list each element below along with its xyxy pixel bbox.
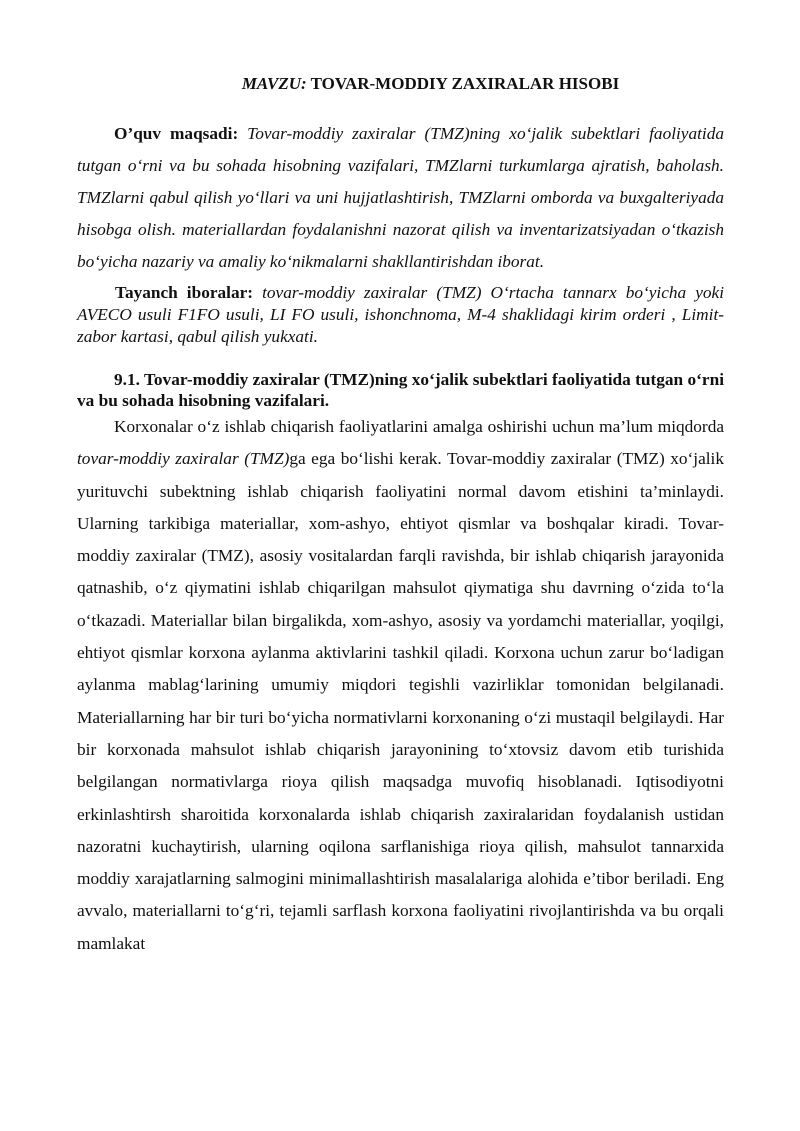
objective-label: O’quv maqsadi: (114, 124, 239, 143)
keywords-paragraph (77, 282, 724, 348)
objective-paragraph (77, 118, 724, 278)
objective-text: Tovar-moddiy zaxiralar (TMZ)ning xo‘jalik subektlari faoliyatida tutgan o‘rni va bu sohada hisobning vazifalari, TMZlarni turkumlarga ajratish, baholash. TMZlarni qabul qilish yo‘llari va uni hujjatlashtirish, TMZlarni omborda va buxgalteriyada hisobga olish. materiallardan foydalanishni nazorat qilish va inventarizatsiyadan o‘tkazish bo‘yicha nazariy va amaliy ko‘nikmalarni shakllantirishdan iborat. (77, 124, 725, 271)
body-text-emphasis: tovar-moddiy zaxiralar (TMZ) (77, 449, 290, 469)
document-page (77, 72, 724, 960)
body-paragraph (77, 411, 724, 960)
document-title (137, 72, 724, 96)
body-text-start: Korxonalar o‘z ishlab chiqarish faoliyatlarini amalga oshirishi uchun ma’lum miqdorda (114, 417, 724, 436)
keywords-label: Tayanch iboralar: (115, 283, 254, 302)
title-text: TOVAR-MODDIY ZAXIRALAR HISOBI (306, 74, 620, 93)
keywords-text: tovar-moddiy zaxiralar (TMZ) O‘rtacha tannarx bo‘yicha yoki AVECO usuli F1FO usuli, LI FO usuli, ishonchnoma, M-4 shaklidagi kirim orderi , Limit-zabor kartasi, qabul qilish yukxati. (77, 283, 724, 346)
section-heading: 9.1. Tovar-moddiy zaxiralar (TMZ)ning xo‘jalik subektlari faoliyatida tutgan o‘rni va bu sohada hisobning vazifalari. (77, 370, 724, 410)
title-prefix: MAVZU: (241, 74, 307, 93)
body-text-rest: ga ega bo‘lishi kerak. Tovar-moddiy zaxiralar (TMZ) xo‘jalik yurituvchi subektning ishlab chiqarish faoliyatini normal davom etishini ta’minlaydi. Ularning tarkibiga materiallar, xom-ashyo, ehtiyot qismlar va boshqalar kiradi. Tovar-moddiy zaxiralar (TMZ), asosiy vositalardan farqli ravishda, bir ishlab chiqarish jarayonida qatnashib, o‘z qiymatini ishlab chiqarilgan mahsulot qiymatiga shu davrning o‘zida to‘la o‘tkazadi. Materiallar bilan birgalikda, xom-ashyo, asosiy va yordamchi materiallar, yoqilgi, ehtiyot qismlar korxona aylanma aktivlarini tashkil qiladi. Korxona uchun zarur bo‘ladigan aylanma mablag‘larining umumiy miqdori tegishli vazirliklar tomonidan belgilanadi. Materiallarning har bir turi bo‘yicha normativlarni korxonaning o‘zi mustaqil belgilaydi. Har bir korxonada mahsulot ishlab chiqarish jarayonining to‘xtovsiz davom etib turishida belgilangan normativlarga rioya qilish maqsadga muvofiq hisoblanadi. Iqtisodiyotni erkinlashtirsh sharoitida korxonalarda ishlab chiqarish zaxiralaridan foydalanish ustidan nazoratni kuchaytirish, ularning oqilona sarflanishiga rioya qilish, mahsulot tannarxida moddiy xarajatlarning salmogini minimallashtirish masalalariga alohida e’tibor beriladi. Eng avvalo, materiallarni to‘g‘ri, tejamli sarflash korxona faoliyatini rivojlantirishda va bu orqali mamlakat (77, 449, 724, 953)
